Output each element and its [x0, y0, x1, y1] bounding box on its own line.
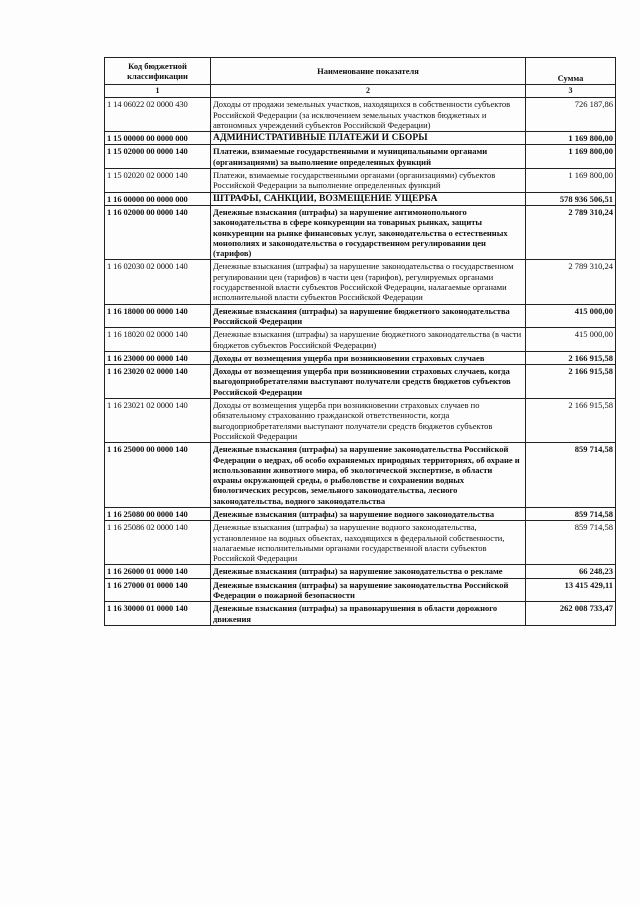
column-number-2: 2 [211, 85, 526, 98]
row-name: Доходы от возмещения ущерба при возникновении страховых случаев, когда выгодоприобретателями выступают получатели средств бюджетов субъектов Российской Федерации [211, 365, 526, 399]
table-row [105, 169, 616, 193]
row-name: Денежные взыскания (штрафы) за нарушение законодательства о рекламе [211, 565, 526, 578]
row-name: Денежные взыскания (штрафы) за правонарушения в области дорожного движения [211, 602, 526, 626]
table-row [105, 260, 616, 304]
row-sum: 859 714,58 [526, 443, 616, 508]
row-sum: 415 000,00 [526, 328, 616, 352]
column-number-1: 1 [105, 85, 211, 98]
table-row [105, 132, 616, 145]
table-row [105, 578, 616, 602]
table-row [105, 304, 616, 328]
row-code: 1 15 02020 02 0000 140 [105, 169, 211, 193]
row-name: Денежные взыскания (штрафы) за нарушение законодательства о государственном регулировании цен (тарифов) в части цен (тарифов), регулируемых органами государственной власти субъектов Российской Федерации, налагаемые органами исполнительной власти субъектов Российской Федерации [211, 260, 526, 304]
table-row [105, 98, 616, 132]
row-sum: 13 415 429,11 [526, 578, 616, 602]
row-sum: 726 187,86 [526, 98, 616, 132]
header-name: Наименование показателя [211, 58, 526, 85]
row-name: Денежные взыскания (штрафы) за нарушение законодательства Российской Федерации о недрах, об особо охраняемых природных территориях, об охране и использовании животного мира, об экологической экспертизе, в области охраны окружающей среды, о рыболовстве и сохранении водных биологических ресурсов, земельного законодательства, лесного законодательства, водного законодательства [211, 443, 526, 508]
row-name: Денежные взыскания (штрафы) за нарушение водного законодательства [211, 507, 526, 520]
row-code: 1 16 00000 00 0000 000 [105, 192, 211, 205]
row-code: 1 16 25080 00 0000 140 [105, 507, 211, 520]
row-name: Платежи, взимаемые государственными органами (организациями) субъектов Российской Федерации за выполнение определенных функций [211, 169, 526, 193]
row-code: 1 16 26000 01 0000 140 [105, 565, 211, 578]
row-name: Доходы от возмещения ущерба при возникновении страховых случаев по обязательному страхованию гражданской ответственности, когда выгодоприобретателями выступают получатели средств бюджетов субъектов Российской Федерации [211, 399, 526, 443]
row-name: Денежные взыскания (штрафы) за нарушение водного законодательства, установленное на водных объектах, находящихся в федеральной собственности, налагаемые исполнительными органами государственной власти субъектов Российской Федерации [211, 521, 526, 565]
row-name: Платежи, взимаемые государственными и муниципальными органами (организациями) за выполнение определенных функций [211, 145, 526, 169]
table-row [105, 521, 616, 565]
row-sum: 66 248,23 [526, 565, 616, 578]
row-name: Денежные взыскания (штрафы) за нарушение бюджетного законодательства (в части бюджетов субъектов Российской Федерации) [211, 328, 526, 352]
row-sum: 1 169 800,00 [526, 132, 616, 145]
row-name: Денежные взыскания (штрафы) за нарушение бюджетного законодательства Российской Федерации [211, 304, 526, 328]
table-row [105, 602, 616, 626]
row-sum: 2 789 310,24 [526, 260, 616, 304]
row-name: Денежные взыскания (штрафы) за нарушение антимонопольного законодательства в сфере конкуренции на товарных рынках, защиты конкуренции на рынке финансовых услуг, законодательства о естественных монополиях и законодательства о государственном регулировании цен (тарифов) [211, 205, 526, 259]
row-code: 1 16 23020 02 0000 140 [105, 365, 211, 399]
table-row [105, 443, 616, 508]
row-code: 1 16 25086 02 0000 140 [105, 521, 211, 565]
header-sum: Сумма [526, 58, 616, 85]
row-sum: 2 166 915,58 [526, 351, 616, 364]
row-sum: 2 789 310,24 [526, 205, 616, 259]
table-row [105, 205, 616, 259]
row-code: 1 16 25000 00 0000 140 [105, 443, 211, 508]
row-code: 1 15 00000 00 0000 000 [105, 132, 211, 145]
row-sum: 859 714,58 [526, 521, 616, 565]
table-row [105, 399, 616, 443]
table-row [105, 192, 616, 205]
row-code: 1 14 06022 02 0000 430 [105, 98, 211, 132]
row-sum: 262 008 733,47 [526, 602, 616, 626]
table-row [105, 507, 616, 520]
table-row [105, 145, 616, 169]
row-code: 1 16 18000 00 0000 140 [105, 304, 211, 328]
row-code: 1 16 02000 00 0000 140 [105, 205, 211, 259]
row-sum: 415 000,00 [526, 304, 616, 328]
row-name: ШТРАФЫ, САНКЦИИ, ВОЗМЕЩЕНИЕ УЩЕРБА [211, 192, 526, 205]
table-row [105, 565, 616, 578]
column-number-3: 3 [526, 85, 616, 98]
row-code: 1 16 18020 02 0000 140 [105, 328, 211, 352]
table-row [105, 365, 616, 399]
row-sum: 2 166 915,58 [526, 365, 616, 399]
table-row [105, 328, 616, 352]
row-name: Доходы от продажи земельных участков, находящихся в собственности субъектов Российской Федерации (за исключением земельных участков бюджетных и автономных учреждений субъектов Российской Федерации) [211, 98, 526, 132]
row-code: 1 15 02000 00 0000 140 [105, 145, 211, 169]
row-name: АДМИНИСТРАТИВНЫЕ ПЛАТЕЖИ И СБОРЫ [211, 132, 526, 145]
row-name: Доходы от возмещения ущерба при возникновении страховых случаев [211, 351, 526, 364]
row-code: 1 16 30000 01 0000 140 [105, 602, 211, 626]
header-code: Код бюджетной классификации [105, 58, 211, 85]
row-code: 1 16 23021 02 0000 140 [105, 399, 211, 443]
row-code: 1 16 23000 00 0000 140 [105, 351, 211, 364]
row-sum: 2 166 915,58 [526, 399, 616, 443]
row-name: Денежные взыскания (штрафы) за нарушение законодательства Российской Федерации о пожарной безопасности [211, 578, 526, 602]
row-code: 1 16 02030 02 0000 140 [105, 260, 211, 304]
table-row [105, 351, 616, 364]
column-number-row [105, 85, 616, 98]
row-sum: 578 936 506,51 [526, 192, 616, 205]
budget-revenue-table [104, 57, 616, 626]
row-sum: 1 169 800,00 [526, 169, 616, 193]
header-row [105, 58, 616, 85]
row-sum: 1 169 800,00 [526, 145, 616, 169]
row-code: 1 16 27000 01 0000 140 [105, 578, 211, 602]
row-sum: 859 714,58 [526, 507, 616, 520]
